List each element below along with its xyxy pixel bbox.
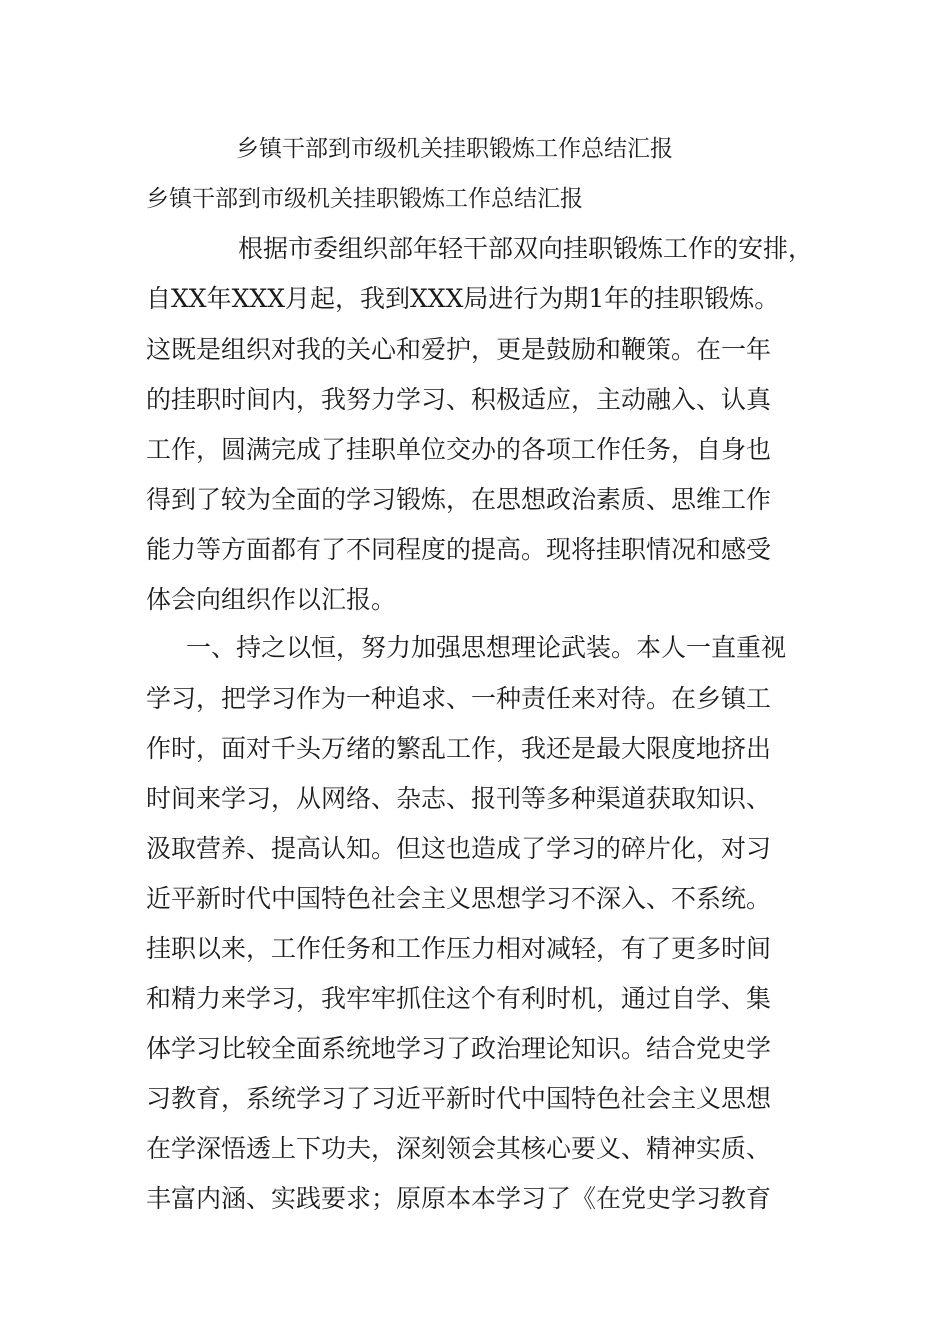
body-line-18: 习教育，系统学习了习近平新时代中国特色社会主义思想 [146,1084,772,1113]
body-line-13: 汲取营养、提高认知。但这也造成了学习的碎片化，对习 [146,834,772,863]
body-line-15: 挂职以来，工作任务和工作压力相对减轻，有了更多时间 [146,934,772,963]
body-line-1: 根据市委组织部年轻干部双向挂职锻炼工作的安排， [238,234,814,263]
body-line-11: 作时，面对千头万绪的繁乱工作，我还是最大限度地挤出 [146,734,772,763]
body-line-9: 一、持之以恒，努力加强思想理论武装。本人一直重视 [186,633,787,662]
body-line-3: 这既是组织对我的关心和爱护，更是鼓励和鞭策。在一年 [146,335,772,364]
body-line-17: 体学习比较全面系统地学习了政治理论知识。结合党史学 [146,1034,772,1063]
document-subtitle: 乡镇干部到市级机关挂职锻炼工作总结汇报 [146,186,583,212]
body-line-6: 得到了较为全面的学习锻炼，在思想政治素质、思维工作 [146,485,772,514]
body-line-12: 时间来学习，从网络、杂志、报刊等多种渠道获取知识、 [146,784,772,813]
body-line-20: 丰富内涵、实践要求；原原本本学习了《在党史学习教育 [146,1184,772,1213]
body-line-14: 近平新时代中国特色社会主义思想学习不深入、不系统。 [146,884,772,913]
body-line-5: 工作，圆满完成了挂职单位交办的各项工作任务，自身也 [146,435,772,464]
body-line-7: 能力等方面都有了不同程度的提高。现将挂职情况和感受 [146,535,772,564]
body-line-8: 体会向组织作以汇报。 [146,585,397,614]
body-line-16: 和精力来学习，我牢牢抓住这个有利时机，通过自学、集 [146,984,772,1013]
body-line-10: 学习，把学习作为一种追求、一种责任来对待。在乡镇工 [146,684,772,713]
body-line-2: 自XX年XXX月起，我到XXX局进行为期1年的挂职锻炼。 [146,284,780,313]
body-line-4: 的挂职时间内，我努力学习、积极适应，主动融入、认真 [146,385,772,414]
body-line-19: 在学深悟透上下功夫，深刻领会其核心要义、精神实质、 [146,1134,772,1163]
document-title: 乡镇干部到市级机关挂职锻炼工作总结汇报 [236,136,673,162]
